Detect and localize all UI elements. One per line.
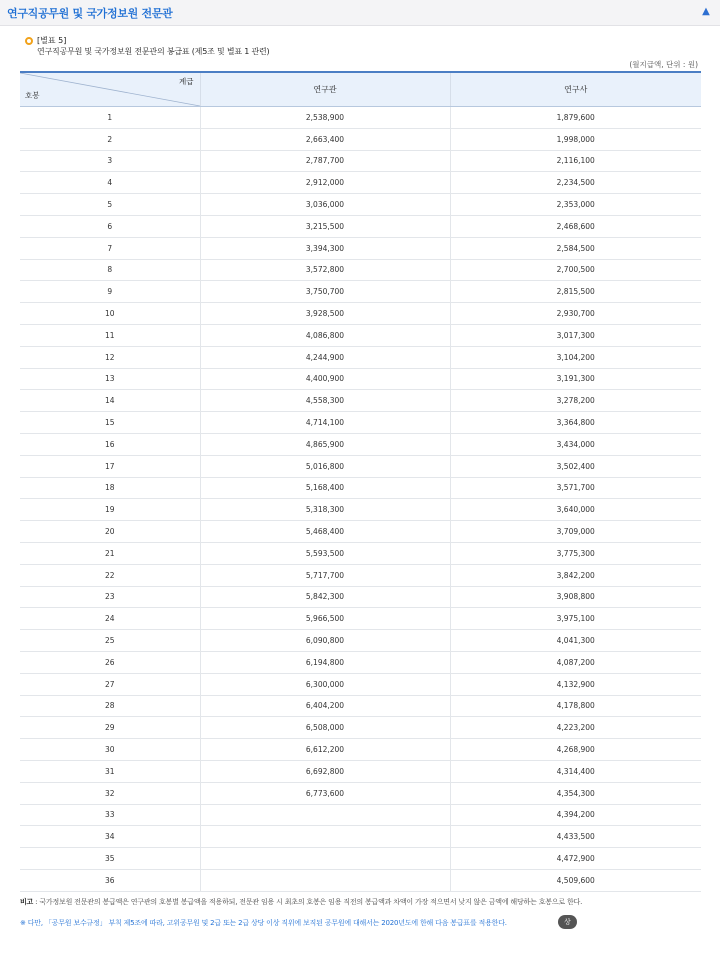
senior-researcher-pay-cell: 3,572,800 [200, 259, 450, 281]
senior-researcher-pay-cell: 5,593,500 [200, 542, 450, 564]
senior-researcher-pay-cell: 6,773,600 [200, 782, 450, 804]
senior-researcher-pay-cell: 4,400,900 [200, 368, 450, 390]
senior-researcher-pay-cell: 6,692,800 [200, 760, 450, 782]
senior-researcher-pay-cell: 6,194,800 [200, 651, 450, 673]
senior-researcher-pay-cell: 4,865,900 [200, 433, 450, 455]
senior-researcher-pay-cell: 4,558,300 [200, 390, 450, 412]
table-row [20, 651, 701, 673]
table-row [20, 368, 701, 390]
senior-researcher-pay-cell: 3,215,500 [200, 215, 450, 237]
table-row [20, 150, 701, 172]
remark-note [20, 897, 582, 907]
step-cell: 16 [20, 433, 200, 455]
step-cell: 30 [20, 739, 200, 761]
researcher-pay-cell: 4,223,200 [450, 717, 701, 739]
researcher-pay-cell: 4,178,800 [450, 695, 701, 717]
senior-researcher-pay-cell: 5,717,700 [200, 564, 450, 586]
step-cell: 24 [20, 608, 200, 630]
senior-researcher-pay-cell: 5,468,400 [200, 521, 450, 543]
researcher-pay-cell: 1,998,000 [450, 128, 701, 150]
researcher-pay-cell: 3,842,200 [450, 564, 701, 586]
senior-researcher-pay-cell: 2,787,700 [200, 150, 450, 172]
step-cell: 12 [20, 346, 200, 368]
researcher-pay-cell: 4,472,900 [450, 848, 701, 870]
researcher-pay-cell: 3,434,000 [450, 433, 701, 455]
table-body [20, 107, 701, 892]
researcher-pay-cell: 4,041,300 [450, 630, 701, 652]
table-row [20, 848, 701, 870]
table-row [20, 542, 701, 564]
step-cell: 9 [20, 281, 200, 303]
researcher-pay-cell: 1,879,600 [450, 107, 701, 129]
triangle-up-icon[interactable]: ▲ [702, 6, 710, 17]
senior-researcher-pay-cell: 2,912,000 [200, 172, 450, 194]
researcher-pay-cell: 3,364,800 [450, 412, 701, 434]
table-row [20, 782, 701, 804]
researcher-pay-cell: 4,354,300 [450, 782, 701, 804]
researcher-pay-cell: 2,584,500 [450, 237, 701, 259]
step-cell: 35 [20, 848, 200, 870]
table-row [20, 412, 701, 434]
step-cell: 6 [20, 215, 200, 237]
table-row [20, 433, 701, 455]
table-row [20, 804, 701, 826]
researcher-pay-cell: 4,268,900 [450, 739, 701, 761]
table-row [20, 172, 701, 194]
researcher-pay-cell: 4,394,200 [450, 804, 701, 826]
researcher-pay-cell: 2,234,500 [450, 172, 701, 194]
circle-bullet-icon [25, 37, 33, 45]
step-cell: 22 [20, 564, 200, 586]
senior-researcher-pay-cell: 3,036,000 [200, 194, 450, 216]
section-title: 연구직공무원 및 국가정보원 전문관 [7, 7, 173, 20]
researcher-pay-cell: 3,975,100 [450, 608, 701, 630]
diagonal-line [20, 73, 200, 106]
step-cell: 34 [20, 826, 200, 848]
step-cell: 23 [20, 586, 200, 608]
remark-text: : 국가정보원 전문관의 봉급액은 연구관의 호봉별 봉급액을 적용하되, 전문관 임용 시 최초의 호봉은 임용 직전의 봉급액과 차액이 가장 적으면서 낮지 않은 금액에 해당하는 호봉으로 한다. [33, 898, 583, 906]
researcher-pay-cell: 3,502,400 [450, 455, 701, 477]
senior-researcher-pay-cell [200, 804, 450, 826]
researcher-pay-cell: 4,509,600 [450, 869, 701, 891]
table-row [20, 673, 701, 695]
table-row [20, 390, 701, 412]
researcher-pay-cell: 2,700,500 [450, 259, 701, 281]
table-row [20, 194, 701, 216]
table-subtitle: 연구직공무원 및 국가정보원 전문관의 봉급표 (제5조 및 별표 1 관련) [37, 47, 270, 56]
corner-step-label: 호봉 [25, 91, 40, 100]
table-row [20, 869, 701, 891]
senior-researcher-pay-cell: 4,714,100 [200, 412, 450, 434]
table-row [20, 107, 701, 129]
researcher-pay-cell: 4,087,200 [450, 651, 701, 673]
table-row [20, 521, 701, 543]
table-row [20, 259, 701, 281]
step-cell: 32 [20, 782, 200, 804]
remark-label: 비고 [20, 898, 34, 906]
table-tag-label: [별표 5] [37, 36, 67, 45]
senior-researcher-pay-cell: 5,318,300 [200, 499, 450, 521]
section-header [0, 0, 720, 26]
researcher-pay-cell: 3,191,300 [450, 368, 701, 390]
corner-rank-label: 계급 [179, 77, 194, 86]
researcher-pay-cell: 3,775,300 [450, 542, 701, 564]
table-row [20, 477, 701, 499]
researcher-pay-cell: 3,278,200 [450, 390, 701, 412]
researcher-pay-cell: 2,353,000 [450, 194, 701, 216]
researcher-pay-cell: 3,640,000 [450, 499, 701, 521]
senior-researcher-pay-cell: 2,538,900 [200, 107, 450, 129]
step-cell: 25 [20, 630, 200, 652]
senior-researcher-pay-cell: 4,244,900 [200, 346, 450, 368]
researcher-pay-cell: 3,017,300 [450, 324, 701, 346]
table-row [20, 564, 701, 586]
table-row [20, 586, 701, 608]
step-cell: 10 [20, 303, 200, 325]
table-row [20, 608, 701, 630]
table-row [20, 499, 701, 521]
senior-researcher-pay-cell [200, 826, 450, 848]
step-cell: 36 [20, 869, 200, 891]
senior-researcher-pay-cell: 5,966,500 [200, 608, 450, 630]
senior-researcher-pay-cell: 6,300,000 [200, 673, 450, 695]
researcher-pay-cell: 2,116,100 [450, 150, 701, 172]
step-cell: 8 [20, 259, 200, 281]
senior-researcher-pay-cell: 3,394,300 [200, 237, 450, 259]
step-cell: 26 [20, 651, 200, 673]
step-cell: 14 [20, 390, 200, 412]
researcher-pay-cell: 4,132,900 [450, 673, 701, 695]
step-cell: 31 [20, 760, 200, 782]
table-row [20, 739, 701, 761]
table-row [20, 695, 701, 717]
senior-researcher-pay-cell: 6,508,000 [200, 717, 450, 739]
researcher-pay-cell: 2,468,600 [450, 215, 701, 237]
step-cell: 17 [20, 455, 200, 477]
table-row [20, 717, 701, 739]
senior-researcher-pay-cell: 6,404,200 [200, 695, 450, 717]
step-cell: 5 [20, 194, 200, 216]
table-row [20, 346, 701, 368]
senior-researcher-pay-cell: 2,663,400 [200, 128, 450, 150]
table-row [20, 215, 701, 237]
table-row [20, 826, 701, 848]
unit-note: (월지급액, 단위 : 원) [629, 60, 698, 69]
step-cell: 33 [20, 804, 200, 826]
step-cell: 19 [20, 499, 200, 521]
senior-researcher-pay-cell: 6,612,200 [200, 739, 450, 761]
senior-researcher-pay-cell: 3,928,500 [200, 303, 450, 325]
footnote: ※ 다만, 「공무원 보수규정」 부칙 제5조에 따라, 고위공무원 및 2급 또는 2급 상당 이상 직위에 보직된 공무원에 대해서는 2020년도에 한해 다음 봉급표를 적용한다. [20, 919, 507, 927]
senior-researcher-pay-cell: 4,086,800 [200, 324, 450, 346]
table-row [20, 630, 701, 652]
corner-header [20, 72, 200, 107]
step-cell: 11 [20, 324, 200, 346]
researcher-pay-cell: 2,930,700 [450, 303, 701, 325]
step-cell: 13 [20, 368, 200, 390]
table-row [20, 760, 701, 782]
senior-researcher-pay-cell [200, 848, 450, 870]
column-header-researcher-senior: 연구관 [200, 72, 450, 107]
step-cell: 27 [20, 673, 200, 695]
table-row [20, 324, 701, 346]
researcher-pay-cell: 3,571,700 [450, 477, 701, 499]
table-row [20, 128, 701, 150]
step-cell: 20 [20, 521, 200, 543]
detail-button[interactable]: 상세보기 [558, 915, 577, 929]
table-row [20, 281, 701, 303]
table-row [20, 237, 701, 259]
senior-researcher-pay-cell: 3,750,700 [200, 281, 450, 303]
table-header-row [20, 72, 701, 107]
step-cell: 29 [20, 717, 200, 739]
senior-researcher-pay-cell: 5,168,400 [200, 477, 450, 499]
step-cell: 15 [20, 412, 200, 434]
step-cell: 1 [20, 107, 200, 129]
researcher-pay-cell: 3,709,000 [450, 521, 701, 543]
step-cell: 3 [20, 150, 200, 172]
researcher-pay-cell: 2,815,500 [450, 281, 701, 303]
step-cell: 7 [20, 237, 200, 259]
researcher-pay-cell: 3,908,800 [450, 586, 701, 608]
senior-researcher-pay-cell: 5,842,300 [200, 586, 450, 608]
senior-researcher-pay-cell: 6,090,800 [200, 630, 450, 652]
researcher-pay-cell: 4,433,500 [450, 826, 701, 848]
senior-researcher-pay-cell [200, 869, 450, 891]
researcher-pay-cell: 4,314,400 [450, 760, 701, 782]
salary-table [20, 71, 701, 892]
table-row [20, 455, 701, 477]
step-cell: 4 [20, 172, 200, 194]
step-cell: 2 [20, 128, 200, 150]
step-cell: 28 [20, 695, 200, 717]
senior-researcher-pay-cell: 5,016,800 [200, 455, 450, 477]
column-header-researcher: 연구사 [450, 72, 701, 107]
researcher-pay-cell: 3,104,200 [450, 346, 701, 368]
step-cell: 21 [20, 542, 200, 564]
table-row [20, 303, 701, 325]
step-cell: 18 [20, 477, 200, 499]
